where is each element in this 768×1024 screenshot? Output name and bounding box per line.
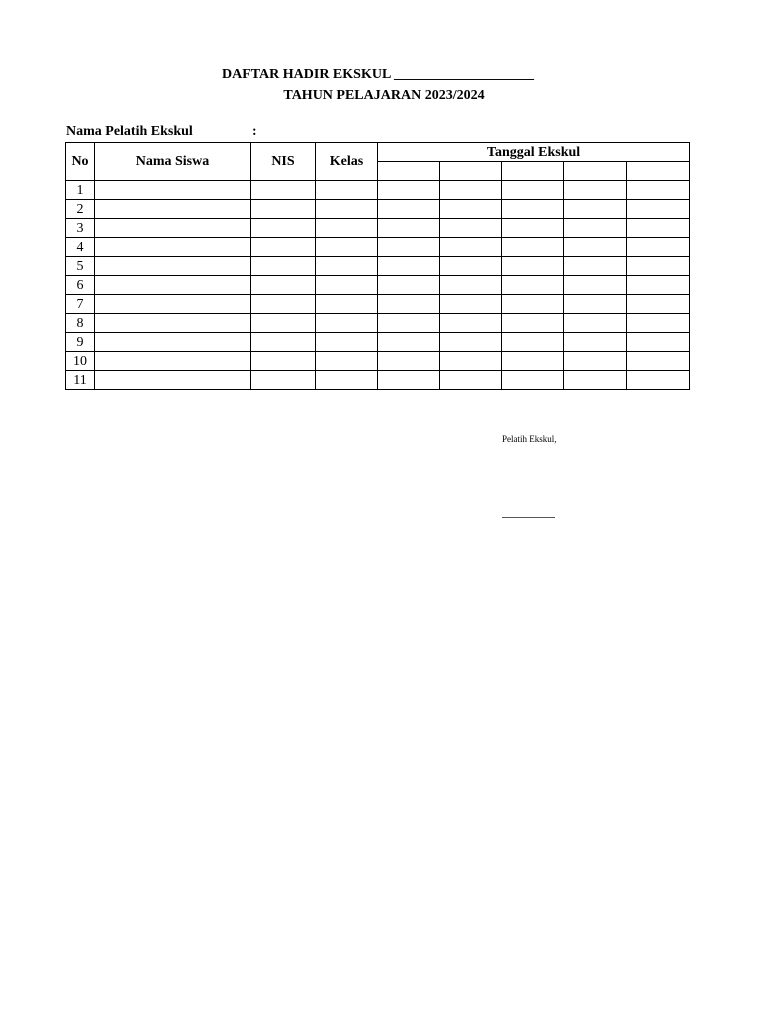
kelas-cell[interactable] (316, 200, 378, 219)
row-number: 11 (66, 371, 95, 390)
attendance-date-cell[interactable] (502, 371, 564, 390)
student-name-cell[interactable] (95, 352, 251, 371)
attendance-date-cell[interactable] (378, 181, 440, 200)
attendance-date-cell[interactable] (440, 314, 502, 333)
attendance-date-cell[interactable] (564, 352, 627, 371)
date-subheader-cell[interactable] (440, 162, 502, 181)
attendance-date-cell[interactable] (627, 314, 690, 333)
header-kelas: Kelas (316, 143, 378, 181)
kelas-cell[interactable] (316, 257, 378, 276)
date-subheader-cell[interactable] (564, 162, 627, 181)
signature-line (502, 517, 555, 518)
table-row (66, 200, 690, 219)
coach-name-label: Nama Pelatih Ekskul (66, 124, 193, 139)
table-row (66, 276, 690, 295)
attendance-date-cell[interactable] (627, 238, 690, 257)
student-name-cell[interactable] (95, 257, 251, 276)
attendance-date-cell[interactable] (502, 352, 564, 371)
attendance-date-cell[interactable] (627, 219, 690, 238)
row-number: 8 (66, 314, 95, 333)
attendance-table-body (66, 181, 690, 390)
table-row (66, 219, 690, 238)
nis-cell[interactable] (251, 181, 316, 200)
kelas-cell[interactable] (316, 238, 378, 257)
attendance-date-cell[interactable] (502, 238, 564, 257)
attendance-date-cell[interactable] (378, 200, 440, 219)
attendance-date-cell[interactable] (440, 333, 502, 352)
attendance-date-cell[interactable] (564, 314, 627, 333)
attendance-date-cell[interactable] (378, 257, 440, 276)
header-no: No (66, 143, 95, 181)
attendance-date-cell[interactable] (564, 181, 627, 200)
attendance-date-cell[interactable] (627, 181, 690, 200)
table-row (66, 238, 690, 257)
row-number: 7 (66, 295, 95, 314)
attendance-date-cell[interactable] (502, 181, 564, 200)
attendance-date-cell[interactable] (378, 314, 440, 333)
kelas-cell[interactable] (316, 295, 378, 314)
nis-cell[interactable] (251, 333, 316, 352)
table-row (66, 314, 690, 333)
kelas-cell[interactable] (316, 314, 378, 333)
attendance-date-cell[interactable] (378, 238, 440, 257)
attendance-date-cell[interactable] (440, 257, 502, 276)
attendance-date-cell[interactable] (502, 333, 564, 352)
attendance-date-cell[interactable] (378, 276, 440, 295)
attendance-date-cell[interactable] (627, 276, 690, 295)
attendance-date-cell[interactable] (627, 352, 690, 371)
attendance-date-cell[interactable] (440, 238, 502, 257)
nis-cell[interactable] (251, 200, 316, 219)
attendance-date-cell[interactable] (502, 295, 564, 314)
attendance-date-cell[interactable] (564, 295, 627, 314)
table-row (66, 181, 690, 200)
attendance-date-cell[interactable] (627, 200, 690, 219)
attendance-table (65, 142, 690, 390)
nis-cell[interactable] (251, 314, 316, 333)
nis-cell[interactable] (251, 257, 316, 276)
attendance-date-cell[interactable] (440, 295, 502, 314)
table-row (66, 295, 690, 314)
student-name-cell[interactable] (95, 181, 251, 200)
attendance-date-cell[interactable] (564, 238, 627, 257)
attendance-date-cell[interactable] (627, 295, 690, 314)
row-number: 9 (66, 333, 95, 352)
kelas-cell[interactable] (316, 181, 378, 200)
attendance-date-cell[interactable] (440, 181, 502, 200)
student-name-cell[interactable] (95, 200, 251, 219)
nis-cell[interactable] (251, 295, 316, 314)
attendance-date-cell[interactable] (440, 352, 502, 371)
row-number: 1 (66, 181, 95, 200)
table-row (66, 371, 690, 390)
attendance-date-cell[interactable] (378, 371, 440, 390)
header-nama-siswa: Nama Siswa (95, 143, 251, 181)
student-name-cell[interactable] (95, 371, 251, 390)
kelas-cell[interactable] (316, 352, 378, 371)
nis-cell[interactable] (251, 238, 316, 257)
table-row (66, 333, 690, 352)
attendance-date-cell[interactable] (440, 200, 502, 219)
header-nis: NIS (251, 143, 316, 181)
attendance-date-cell[interactable] (378, 295, 440, 314)
row-number: 10 (66, 352, 95, 371)
coach-name-colon: : (252, 124, 257, 139)
attendance-date-cell[interactable] (502, 219, 564, 238)
row-number: 4 (66, 238, 95, 257)
attendance-date-cell[interactable] (502, 314, 564, 333)
student-name-cell[interactable] (95, 314, 251, 333)
attendance-date-cell[interactable] (440, 371, 502, 390)
table-row (66, 257, 690, 276)
kelas-cell[interactable] (316, 371, 378, 390)
kelas-cell[interactable] (316, 333, 378, 352)
attendance-date-cell[interactable] (627, 257, 690, 276)
kelas-cell[interactable] (316, 276, 378, 295)
attendance-date-cell[interactable] (502, 200, 564, 219)
signature-label: Pelatih Ekskul, (502, 434, 557, 444)
student-name-cell[interactable] (95, 276, 251, 295)
document-title: DAFTAR HADIR EKSKUL ____________________ (221, 67, 535, 82)
nis-cell[interactable] (251, 352, 316, 371)
attendance-date-cell[interactable] (564, 333, 627, 352)
kelas-cell[interactable] (316, 219, 378, 238)
attendance-date-cell[interactable] (378, 219, 440, 238)
student-name-cell[interactable] (95, 333, 251, 352)
nis-cell[interactable] (251, 219, 316, 238)
attendance-date-cell[interactable] (564, 257, 627, 276)
attendance-date-cell[interactable] (502, 257, 564, 276)
nis-cell[interactable] (251, 371, 316, 390)
attendance-date-cell[interactable] (564, 276, 627, 295)
row-number: 2 (66, 200, 95, 219)
attendance-date-cell[interactable] (502, 276, 564, 295)
attendance-date-cell[interactable] (440, 219, 502, 238)
academic-year-subtitle: TAHUN PELAJARAN 2023/2024 (283, 88, 485, 103)
date-subheader-cell[interactable] (627, 162, 690, 181)
student-name-cell[interactable] (95, 219, 251, 238)
attendance-date-cell[interactable] (627, 371, 690, 390)
attendance-date-cell[interactable] (627, 333, 690, 352)
table-row (66, 352, 690, 371)
date-subheader-cell[interactable] (378, 162, 440, 181)
attendance-date-cell[interactable] (564, 219, 627, 238)
header-tanggal-ekskul: Tanggal Ekskul (378, 143, 690, 162)
date-subheader-cell[interactable] (502, 162, 564, 181)
nis-cell[interactable] (251, 276, 316, 295)
row-number: 6 (66, 276, 95, 295)
attendance-date-cell[interactable] (564, 371, 627, 390)
attendance-date-cell[interactable] (378, 333, 440, 352)
row-number: 3 (66, 219, 95, 238)
student-name-cell[interactable] (95, 238, 251, 257)
attendance-date-cell[interactable] (440, 276, 502, 295)
attendance-date-cell[interactable] (378, 352, 440, 371)
attendance-date-cell[interactable] (564, 200, 627, 219)
student-name-cell[interactable] (95, 295, 251, 314)
row-number: 5 (66, 257, 95, 276)
